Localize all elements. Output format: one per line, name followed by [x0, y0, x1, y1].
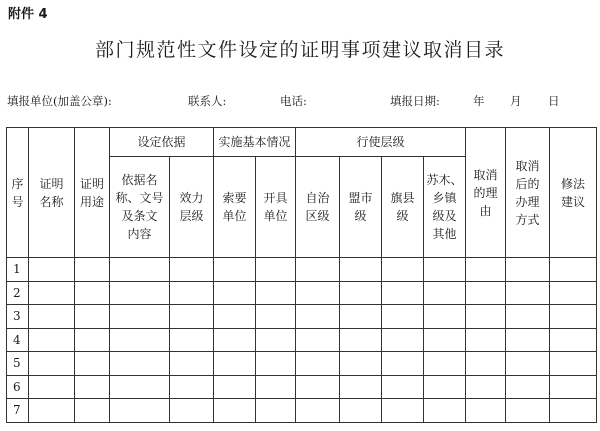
table-row — [7, 305, 597, 329]
table-cell — [75, 352, 110, 376]
table-cell — [466, 328, 506, 352]
col-autonomous-region: 自治 区级 — [296, 157, 340, 258]
year-label: 年 — [473, 94, 485, 108]
table-cell — [256, 258, 296, 282]
month-label: 月 — [510, 94, 522, 108]
table-cell — [506, 281, 550, 305]
table-cell — [214, 258, 256, 282]
table-cell — [382, 352, 424, 376]
table-cell — [170, 399, 214, 423]
table-cell — [170, 375, 214, 399]
table-cell — [506, 352, 550, 376]
table-cell — [466, 258, 506, 282]
unit-label: 填报单位(加盖公章): — [7, 94, 112, 108]
table-cell — [506, 328, 550, 352]
table-cell — [382, 258, 424, 282]
table-cell — [256, 399, 296, 423]
table-cell — [256, 305, 296, 329]
table-cell — [75, 281, 110, 305]
table-cell — [340, 328, 382, 352]
table-cell — [382, 305, 424, 329]
table-cell — [466, 281, 506, 305]
table-cell — [424, 399, 466, 423]
table-cell — [550, 375, 597, 399]
table-cell — [506, 375, 550, 399]
table-cell — [214, 328, 256, 352]
table-cell — [29, 305, 75, 329]
col-requesting-unit: 索要 单位 — [214, 157, 256, 258]
table-cell — [340, 375, 382, 399]
table-cell — [296, 305, 340, 329]
col-cancel-reason: 取消 的理 由 — [466, 128, 506, 258]
table-cell — [75, 258, 110, 282]
table-cell — [170, 258, 214, 282]
table-cell — [256, 328, 296, 352]
col-effect-level: 效力 层级 — [170, 157, 214, 258]
table-cell — [340, 258, 382, 282]
table-cell — [296, 258, 340, 282]
table-cell — [296, 375, 340, 399]
page-title: 部门规范性文件设定的证明事项建议取消目录 — [94, 39, 505, 61]
table-cell — [75, 399, 110, 423]
table-cell — [170, 281, 214, 305]
phone-label: 电话: — [280, 94, 307, 108]
row-number: 3 — [7, 305, 29, 329]
table-cell — [424, 258, 466, 282]
header-row-groups — [7, 128, 597, 157]
col-law-suggestion: 修法 建议 — [550, 128, 597, 258]
table-cell — [382, 281, 424, 305]
table-cell — [382, 399, 424, 423]
table-cell — [29, 281, 75, 305]
table-cell — [506, 305, 550, 329]
table-row — [7, 399, 597, 423]
table-cell — [424, 352, 466, 376]
table-row — [7, 375, 597, 399]
table-row — [7, 352, 597, 376]
table-cell — [296, 352, 340, 376]
table-cell — [550, 352, 597, 376]
table-row — [7, 281, 597, 305]
table-cell — [550, 258, 597, 282]
table-cell — [340, 305, 382, 329]
table-cell — [29, 399, 75, 423]
table-cell — [424, 328, 466, 352]
cancellation-table — [6, 127, 597, 423]
table-cell — [110, 375, 170, 399]
table-cell — [214, 352, 256, 376]
row-number: 5 — [7, 352, 29, 376]
table-cell — [340, 281, 382, 305]
table-cell — [466, 375, 506, 399]
table-cell — [75, 305, 110, 329]
col-sumu-township: 苏木、 乡镇 级及 其他 — [424, 157, 466, 258]
col-seq — [7, 128, 29, 258]
table-cell — [382, 328, 424, 352]
table-cell — [170, 328, 214, 352]
table-cell — [550, 305, 597, 329]
date-label: 填报日期: — [390, 94, 440, 108]
row-number: 6 — [7, 375, 29, 399]
col-basis-name: 依据名 称、文号 及条文 内容 — [110, 157, 170, 258]
table-cell — [550, 399, 597, 423]
table-cell — [382, 375, 424, 399]
table-cell — [170, 305, 214, 329]
table-cell — [550, 281, 597, 305]
table-cell — [75, 328, 110, 352]
table-cell — [506, 258, 550, 282]
table-cell — [506, 399, 550, 423]
table-cell — [110, 352, 170, 376]
row-number: 2 — [7, 281, 29, 305]
table-cell — [29, 352, 75, 376]
group-level: 行使层级 — [296, 128, 466, 157]
table-cell — [110, 281, 170, 305]
contact-label: 联系人: — [188, 94, 227, 108]
table-row — [7, 258, 597, 282]
table-cell — [424, 305, 466, 329]
col-seq-text: 序 号 — [11, 176, 24, 209]
table-cell — [340, 352, 382, 376]
table-cell — [466, 399, 506, 423]
table-cell — [214, 305, 256, 329]
table-cell — [466, 305, 506, 329]
table-cell — [424, 281, 466, 305]
table-cell — [110, 305, 170, 329]
table-cell — [29, 258, 75, 282]
row-number: 7 — [7, 399, 29, 423]
table-cell — [256, 352, 296, 376]
table-body — [7, 258, 597, 423]
group-basis: 设定依据 — [110, 128, 214, 157]
table-cell — [466, 352, 506, 376]
col-proof-use: 证明 用途 — [75, 128, 110, 258]
table-cell — [256, 281, 296, 305]
day-label: 日 — [548, 94, 560, 108]
col-issuing-unit: 开具 单位 — [256, 157, 296, 258]
col-league-city: 盟市 级 — [340, 157, 382, 258]
table-row — [7, 328, 597, 352]
row-number: 1 — [7, 258, 29, 282]
col-proof-name: 证明 名称 — [29, 128, 75, 258]
row-number: 4 — [7, 328, 29, 352]
table-cell — [29, 375, 75, 399]
table-cell — [110, 258, 170, 282]
attachment-label: 附件 4 — [8, 7, 48, 22]
table-cell — [29, 328, 75, 352]
table-cell — [256, 375, 296, 399]
table-cell — [170, 352, 214, 376]
table-cell — [214, 375, 256, 399]
table-cell — [214, 281, 256, 305]
table-cell — [214, 399, 256, 423]
table-cell — [340, 399, 382, 423]
table-cell — [110, 399, 170, 423]
table-cell — [296, 328, 340, 352]
col-banner-county: 旗县 级 — [382, 157, 424, 258]
table-cell — [550, 328, 597, 352]
table-cell — [75, 375, 110, 399]
table-cell — [296, 399, 340, 423]
col-after-cancel: 取消 后的 办理 方式 — [506, 128, 550, 258]
group-implementation: 实施基本情况 — [214, 128, 296, 157]
table-cell — [110, 328, 170, 352]
table-cell — [424, 375, 466, 399]
table-cell — [296, 281, 340, 305]
